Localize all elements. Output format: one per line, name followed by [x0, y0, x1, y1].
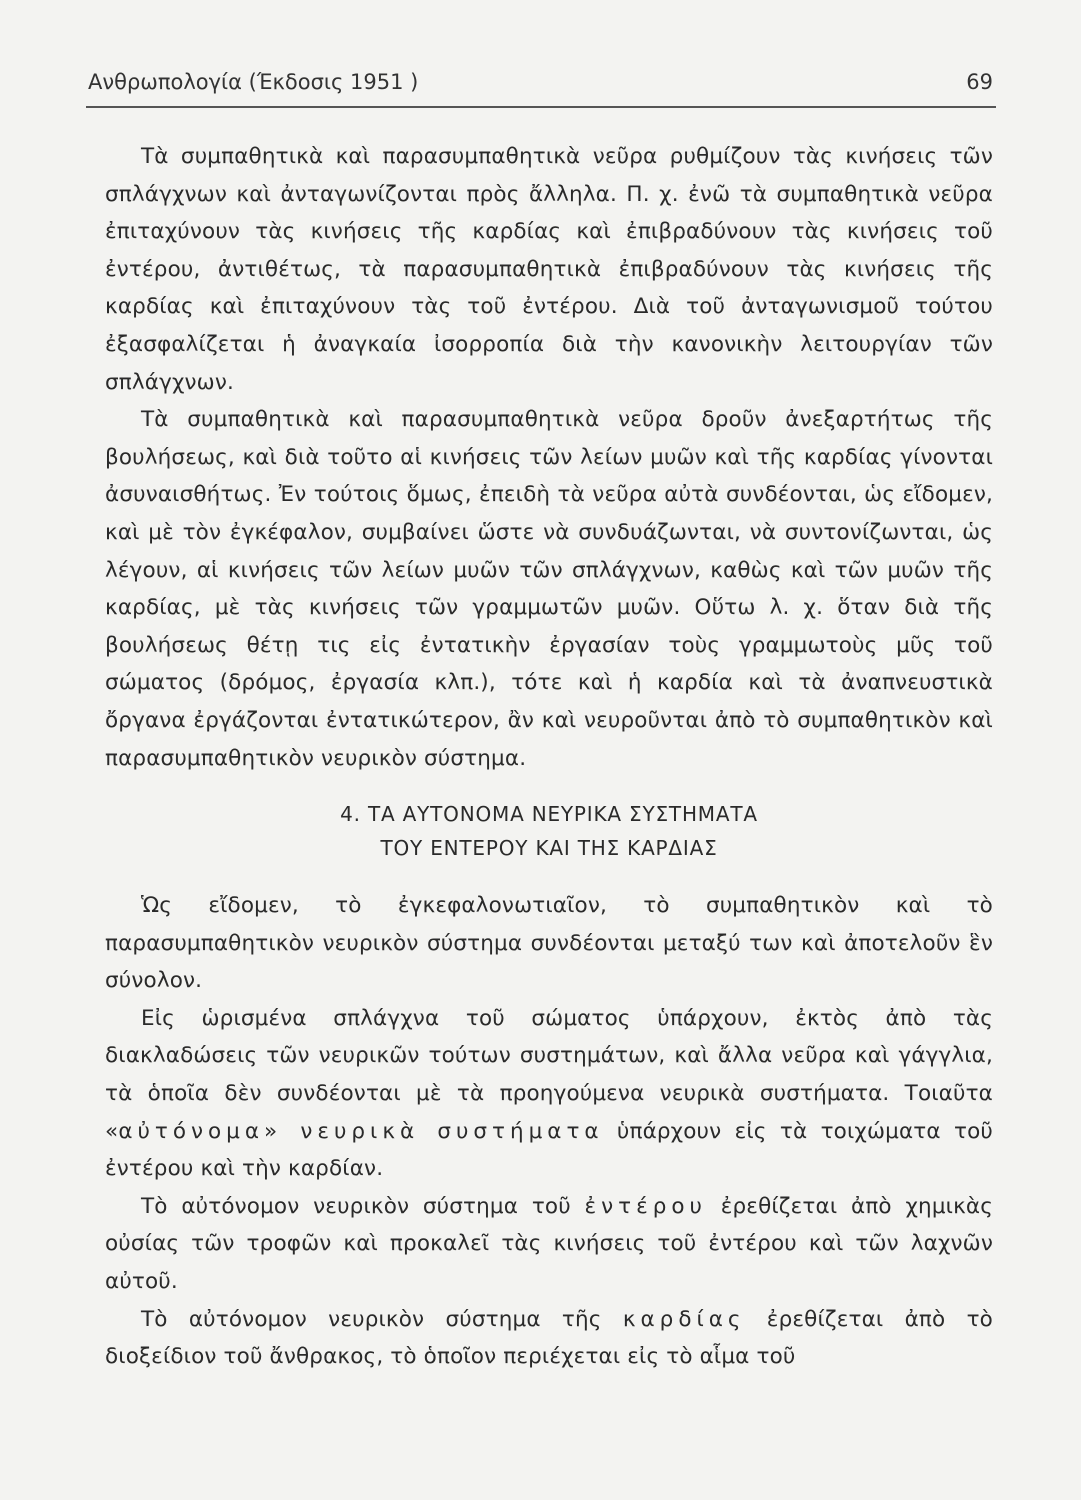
- page-body: [105, 138, 993, 1376]
- text-run: Τὸ αὐτόνομον νευρικὸν σύστημα τῆς: [141, 1306, 623, 1332]
- section-heading-line2: ΤΟΥ ΕΝΤΕΡΟΥ ΚΑΙ ΤΗΣ ΚΑΡΔΙΑΣ: [380, 836, 718, 861]
- text-run: ἐρεθίζεται ἀπὸ τὸ διοξείδιον τοῦ ἄνθρακος, τὸ ὁποῖον περιέχεται εἰς τὸ αἷμα τοῦ: [105, 1306, 993, 1370]
- paragraph-autonomous-systems: [105, 1000, 993, 1188]
- running-header: [88, 70, 993, 94]
- section-heading: [105, 797, 993, 865]
- emphasis-spaced: καρδίας: [622, 1306, 746, 1332]
- text-run: ὑπάρχουν εἰς τὰ τοιχώματα τοῦ ἐντέρου καὶ τὴν καρδίαν.: [105, 1118, 993, 1182]
- emphasis-spaced: ἐντέρου: [584, 1193, 707, 1219]
- paragraph-nerves-coordination: Τὰ συμπαθητικὰ καὶ παρασυμπαθητικὰ νεῦρα δροῦν ἀνεξαρτήτως τῆς βουλήσεως, καὶ διὰ τοῦτο αἱ κινήσεις τῶν λείων μυῶν καὶ τῆς καρδίας γίνονται ἀσυναισθήτως. Ἐν τούτοις ὅμως, ἐπειδὴ τὰ νεῦρα αὐτὰ συνδέονται, ὡς εἴδομεν, καὶ μὲ τὸν ἐγκέφαλον, συμβαίνει ὥστε νὰ συνδυάζωνται, νὰ συντονίζωνται, ὡς λέγουν, αἱ κινήσεις τῶν λείων μυῶν τῶν σπλάγχνων, καθὼς καὶ τῶν μυῶν τῆς καρδίας, μὲ τὰς κινήσεις τῶν γραμμωτῶν μυῶν. Οὕτω λ. χ. ὅταν διὰ τῆς βουλήσεως θέτῃ τις εἰς ἐντατικὴν ἐργασίαν τοὺς γραμμωτοὺς μῦς τοῦ σώματος (δρόμος, ἐργασία κλπ.), τότε καὶ ἡ καρδία καὶ τὰ ἀναπνευστικὰ ὄργανα ἐργάζονται ἐντατικώτερον, ἂν καὶ νευροῦνται ἀπὸ τὸ συμπαθητικὸν καὶ παρασυμπαθητικὸν νευρικὸν σύστημα.: [105, 407, 993, 771]
- paragraph-intestine-system: [105, 1188, 993, 1301]
- text-run: ἐρεθίζεται ἀπὸ χημικὰς οὐσίας τῶν τροφῶν καὶ προκαλεῖ τὰς κινήσεις τοῦ ἐντέρου καὶ τῶν λαχνῶν αὐτοῦ.: [105, 1193, 993, 1295]
- paragraph-heart-system: [105, 1301, 993, 1376]
- paragraph-systems-whole: Ὡς εἴδομεν, τὸ ἐγκεφαλονωτιαῖον, τὸ συμπαθητικὸν καὶ τὸ παρασυμπαθητικὸν νευρικὸν σύστημα συνδέονται μεταξύ των καὶ ἀποτελοῦν ἓν σύνολον.: [105, 893, 993, 994]
- running-title: Ανθρωπολογία (Έκδοσις 1951 ): [88, 70, 419, 94]
- section-heading-line1: 4. ΤΑ ΑΥΤΟΝΟΜΑ ΝΕΥΡΙΚΑ ΣΥΣΤΗΜΑΤΑ: [340, 802, 758, 827]
- paragraph-nerves-antagonism: Τὰ συμπαθητικὰ καὶ παρασυμπαθητικὰ νεῦρα ρυθμίζουν τὰς κινήσεις τῶν σπλάγχνων καὶ ἀνταγωνίζονται πρὸς ἄλληλα. Π. χ. ἐνῶ τὰ συμπαθητικὰ νεῦρα ἐπιταχύνουν τὰς κινήσεις τῆς καρδίας καὶ ἐπιβραδύνουν τὰς κινήσεις τοῦ ἐντέρου, ἀντιθέτως, τὰ παρασυμπαθητικὰ ἐπιβραδύνουν τὰς κινήσεις τῆς καρδίας καὶ ἐπιταχύνουν τὰς τοῦ ἐντέρου. Διὰ τοῦ ἀνταγωνισμοῦ τούτου ἐξασφαλίζεται ἡ ἀναγκαία ἰσορροπία διὰ τὴν κανονικὴν λειτουργίαν τῶν σπλάγχνων.: [105, 144, 993, 395]
- text-run: Εἰς ὡρισμένα σπλάγχνα τοῦ σώματος ὑπάρχουν, ἐκτὸς ἀπὸ τὰς διακλαδώσεις τῶν νευρικῶν τούτων συστημάτων, καὶ ἄλλα νεῦρα καὶ γάγγλια, τὰ ὁποῖα δὲν συνδέονται μὲ τὰ προηγούμενα νευρικὰ συστήματα. Τοιαῦτα «: [105, 1005, 993, 1144]
- text-run: Τὸ αὐτόνομον νευρικὸν σύστημα τοῦ: [141, 1193, 585, 1219]
- header-rule: [86, 106, 996, 108]
- page-number: 69: [966, 70, 993, 94]
- emphasis-spaced: αὐτόνομα» νευρικὰ συστήματα: [118, 1118, 604, 1144]
